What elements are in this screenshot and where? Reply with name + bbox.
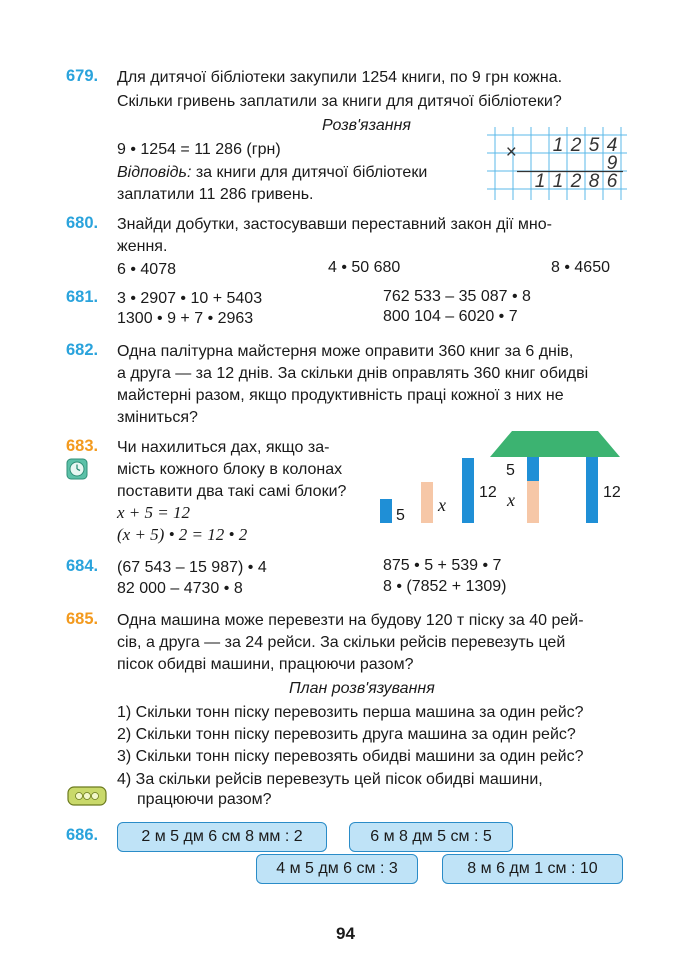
problem-685-line3: пісок обидві машини, працюючи разом?: [117, 656, 414, 673]
problem-682-line4: зміниться?: [117, 409, 198, 426]
problem-680-line1: Знайди добутки, застосувавши переставний закон дії мно-: [117, 216, 552, 233]
plan-item-2: 2) Скільки тонн піску перевозить друга машина за один рейс?: [117, 726, 576, 743]
expr-684-4: 8 • (7852 + 1309): [383, 578, 507, 595]
roof-label-x: x: [507, 490, 515, 510]
answer-line2: заплатили 11 286 гривень.: [117, 186, 314, 203]
block-label-x: x: [438, 495, 446, 515]
solution-equation: 9 • 1254 = 11 286 (грн): [117, 141, 281, 158]
expr-680-2: 4 • 50 680: [328, 259, 401, 276]
problem-685-line1: Одна машина може перевезти на будову 120 т піску за 40 рей-: [117, 612, 584, 629]
problem-683-line3: поставити два такі самі блоки?: [117, 483, 347, 500]
problem-number-685: 685.: [66, 610, 99, 628]
plan-item-1: 1) Скільки тонн піску перевозить перша машина за один рейс?: [117, 704, 584, 721]
expr-681-3: 1300 • 9 + 7 • 2963: [117, 310, 254, 327]
plan-item-4-cont: працюючи разом?: [137, 791, 272, 808]
mult-digit: 1: [552, 135, 564, 156]
expr-684-2: 875 • 5 + 539 • 7: [383, 557, 502, 574]
solution-title: Розв'язання: [322, 117, 411, 134]
plan-item-4: 4) За скільки рейсів перевезуть цей пісок обидві машини,: [117, 771, 543, 788]
expression-box-2: 6 м 8 дм 5 см : 5: [349, 822, 513, 852]
block-label-12: 12: [479, 484, 497, 501]
answer-line1: [117, 162, 427, 183]
plan-title: План розв'язування: [289, 680, 435, 697]
problem-683-line1: Чи нахилиться дах, якщо за-: [117, 439, 330, 456]
mult-digit: 2: [570, 171, 582, 192]
mult-digit: 2: [570, 135, 582, 156]
page-number: 94: [336, 924, 355, 943]
problem-number-686: 686.: [66, 826, 99, 844]
problem-number-680: 680.: [66, 214, 99, 232]
problem-682-line1: Одна палітурна майстерня може оправити 360 книг за 6 днів,: [117, 343, 574, 360]
roof-column-right-block-12: [586, 457, 598, 523]
equation-683-1: x + 5 = 12: [117, 503, 190, 522]
mult-digit: 4: [606, 135, 618, 156]
problem-685-line2: сів, а друга — за 24 рейси. За скільки рейсів перевезуть цей: [117, 634, 566, 651]
problem-number-681: 681.: [66, 288, 99, 306]
mult-digit: 1: [552, 171, 564, 192]
expr-681-4: 800 104 – 6020 • 7: [383, 308, 518, 325]
block-5: [380, 499, 392, 523]
mult-sign: ×: [505, 142, 517, 163]
expression-box-4: 8 м 6 дм 1 см : 10: [442, 854, 623, 884]
roof-shape: [490, 431, 620, 457]
block-label-5: 5: [396, 507, 405, 524]
problem-number-679: 679.: [66, 67, 99, 85]
mult-digit: 5: [588, 135, 600, 156]
mult-digit: 6: [606, 171, 618, 192]
roof-label-5: 5: [506, 462, 515, 479]
traffic-light-icon: [67, 786, 107, 806]
problem-682-line3: майстерні разом, якщо продуктивність праці кожної з них не: [117, 387, 564, 404]
column-multiplication-grid: [487, 127, 627, 200]
answer-label: Відповідь:: [117, 164, 192, 181]
block-x: [421, 482, 433, 523]
expr-684-3: 82 000 – 4730 • 8: [117, 580, 243, 597]
problem-682-line2: а друга — за 12 днів. За скільки днів оправлять 360 книг обидві: [117, 365, 589, 382]
mult-digit: 9: [606, 153, 618, 174]
expr-680-3: 8 • 4650: [551, 259, 610, 276]
mult-digit: 8: [588, 171, 600, 192]
expression-box-3: 4 м 5 дм 6 см : 3: [256, 854, 418, 884]
expr-681-1: 3 • 2907 • 10 + 5403: [117, 290, 263, 307]
problem-680-line2: ження.: [117, 238, 168, 255]
problem-number-682: 682.: [66, 341, 99, 359]
problem-679-line2: Скільки гривень заплатили за книги для дитячої бібліотеки?: [117, 93, 562, 110]
equation-683-2: (x + 5) • 2 = 12 • 2: [117, 525, 248, 544]
problem-683-line2: мість кожного блоку в колонах: [117, 461, 343, 478]
answer-text1: за книги для дитячої бібліотеки: [191, 164, 428, 181]
mult-digit: 1: [534, 171, 546, 192]
expr-681-2: 762 533 – 35 087 • 8: [383, 288, 531, 305]
problem-number-684: 684.: [66, 557, 99, 575]
block-12: [462, 458, 474, 523]
roof-label-12: 12: [603, 484, 621, 501]
expression-box-1: 2 м 5 дм 6 см 8 мм : 2: [117, 822, 327, 852]
plan-item-3: 3) Скільки тонн піску перевозять обидві машини за один рейс?: [117, 748, 584, 765]
clock-icon: [66, 458, 88, 480]
expr-684-1: (67 543 – 15 987) • 4: [117, 559, 267, 576]
problem-number-683: 683.: [66, 437, 99, 455]
expr-680-1: 6 • 4078: [117, 261, 176, 278]
roof-column-left-block-5: [527, 457, 539, 481]
roof-column-left-block-x: [527, 481, 539, 523]
problem-679-line1: Для дитячої бібліотеки закупили 1254 книги, по 9 грн кожна.: [117, 69, 563, 86]
